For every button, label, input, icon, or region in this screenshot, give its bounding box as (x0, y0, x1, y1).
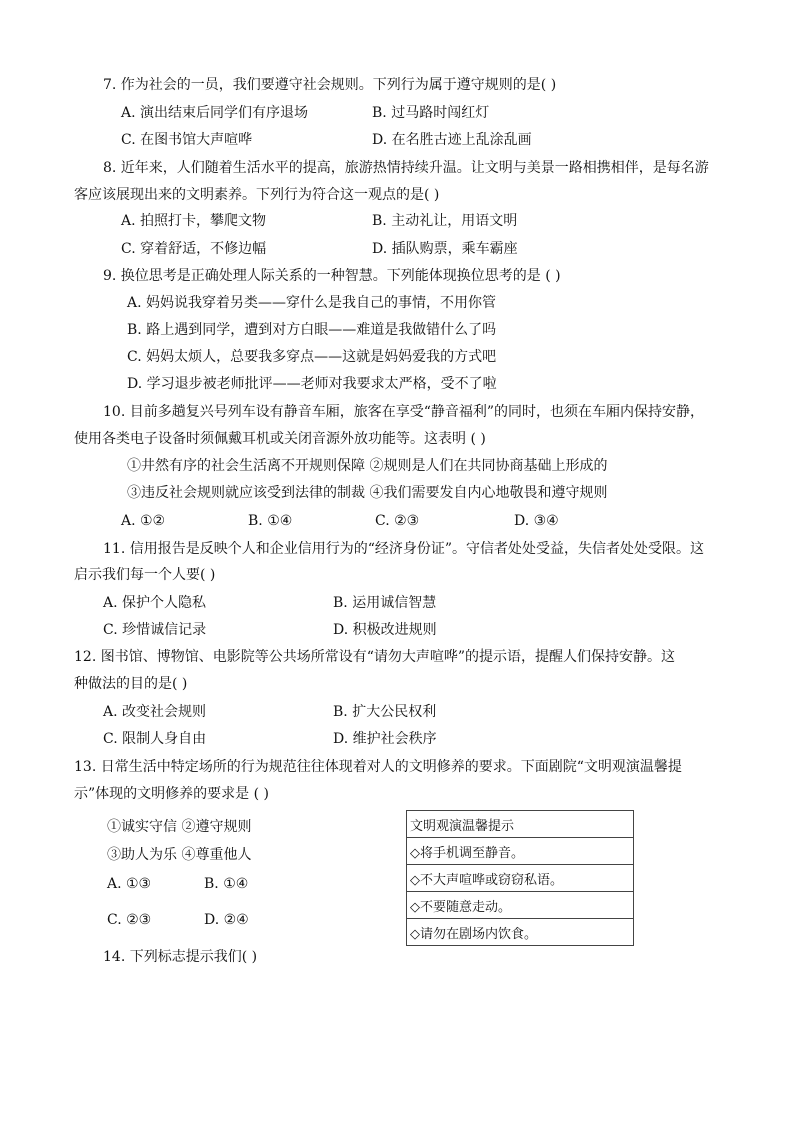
question-12-stem-line-1: 12. 图书馆、博物馆、电影院等公共场所常设有“请勿大声喧哗”的提示语，提醒人们保持安静。这 (74, 649, 676, 665)
question-7-stem: 7. 作为社会的一员，我们要遵守社会规则。下列行为属于遵守规则的是( ) (103, 77, 557, 93)
question-9-stem: 9. 换位思考是正确处理人际关系的一种智慧。下列能体现换位思考的是 ( ) (103, 268, 561, 284)
question-8-option-b: B. 主动礼让，用语文明 (372, 213, 518, 229)
question-8-option-d: D. 插队购票，乘车霸座 (372, 241, 518, 257)
question-13-stem-line-1: 13. 日常生活中特定场所的行为规范往往体现着对人的文明修养的要求。下面剧院“文明观演温馨提 (74, 759, 682, 775)
theater-tips-title: 文明观演温馨提示 (407, 811, 634, 838)
question-12-option-b: B. 扩大公民权利 (333, 704, 437, 720)
question-8-option-c: C. 穿着舒适，不修边幅 (121, 241, 267, 257)
question-7-option-c: C. 在图书馆大声喧哗 (121, 132, 253, 148)
question-11-stem-line-2: 启示我们每一个人要( ) (74, 567, 216, 583)
question-13-option-d: D. ②④ (204, 912, 249, 928)
theater-tips-row-1: ◇将手机调至静音。 (407, 838, 634, 865)
question-11-option-d: D. 积极改进规则 (333, 622, 437, 638)
question-13-option-c: C. ②③ (107, 912, 152, 928)
question-10-option-a: A. ①② (121, 513, 166, 529)
theater-tips-row-2: ◇不大声喧哗或窃窃私语。 (407, 865, 634, 892)
question-10-option-b: B. ①④ (248, 513, 293, 529)
question-11-option-b: B. 运用诚信智慧 (333, 595, 437, 611)
question-8-stem-line-2: 客应该展现出来的文明素养。下列行为符合这一观点的是( ) (74, 187, 440, 203)
question-13-statement-1: ①诚实守信 ②遵守规则 (107, 819, 252, 835)
theater-tips-table (406, 810, 634, 946)
question-8-option-a: A. 拍照打卡，攀爬文物 (121, 213, 267, 229)
question-9-option-b: B. 路上遇到同学，遭到对方白眼——难道是我做错什么了吗 (127, 322, 497, 338)
question-8-stem-line-1: 8. 近年来，人们随着生活水平的提高，旅游热情持续升温。让文明与美景一路相携相伴，是每名游 (103, 160, 709, 176)
question-9-option-c: C. 妈妈太烦人，总要我多穿点——这就是妈妈爱我的方式吧 (127, 349, 497, 365)
question-10-option-d: D. ③④ (514, 513, 559, 529)
question-14-stem: 14. 下列标志提示我们( ) (103, 949, 258, 965)
question-9-option-d: D. 学习退步被老师批评——老师对我要求太严格，受不了啦 (127, 376, 497, 392)
question-13-option-a: A. ①③ (107, 876, 152, 892)
question-11-option-a: A. 保护个人隐私 (103, 595, 207, 611)
question-13-statement-2: ③助人为乐 ④尊重他人 (107, 847, 252, 863)
question-7-option-a: A. 演出结束后同学们有序退场 (121, 105, 309, 121)
question-9-option-a: A. 妈妈说我穿着另类——穿什么是我自己的事情，不用你管 (127, 295, 497, 311)
theater-tips-row-3: ◇不要随意走动。 (407, 892, 634, 919)
question-12-option-d: D. 维护社会秩序 (333, 731, 437, 747)
question-11-option-c: C. 珍惜诚信记录 (103, 622, 207, 638)
question-10-option-c: C. ②③ (375, 513, 420, 529)
question-7-option-b: B. 过马路时闯红灯 (372, 105, 490, 121)
question-13-stem-line-2: 示”体现的文明修养的要求是 ( ) (74, 786, 269, 802)
question-10-statement-2: ③违反社会规则就应该受到法律的制裁 ④我们需要发自内心地敬畏和遵守规则 (127, 485, 608, 501)
theater-tips-row-4: ◇请勿在剧场内饮食。 (407, 919, 634, 946)
question-12-option-a: A. 改变社会规则 (103, 704, 207, 720)
question-10-stem-line-2: 使用各类电子设备时须佩戴耳机或关闭音源外放功能等。这表明 ( ) (74, 431, 486, 447)
question-10-stem-line-1: 10. 目前多趟复兴号列车设有静音车厢，旅客在享受“静音福利”的同时，也须在车厢内保持安静， (103, 404, 705, 420)
question-11-stem-line-1: 11. 信用报告是反映个人和企业信用行为的“经济身份证”。守信者处处受益，失信者处处受限。这 (103, 541, 705, 557)
question-10-statement-1: ①井然有序的社会生活离不开规则保障 ②规则是人们在共同协商基础上形成的 (127, 458, 608, 474)
question-7-option-d: D. 在名胜古迹上乱涂乱画 (372, 132, 532, 148)
question-13-option-b: B. ①④ (204, 876, 249, 892)
question-12-stem-line-2: 种做法的目的是( ) (74, 676, 188, 692)
question-12-option-c: C. 限制人身自由 (103, 731, 207, 747)
